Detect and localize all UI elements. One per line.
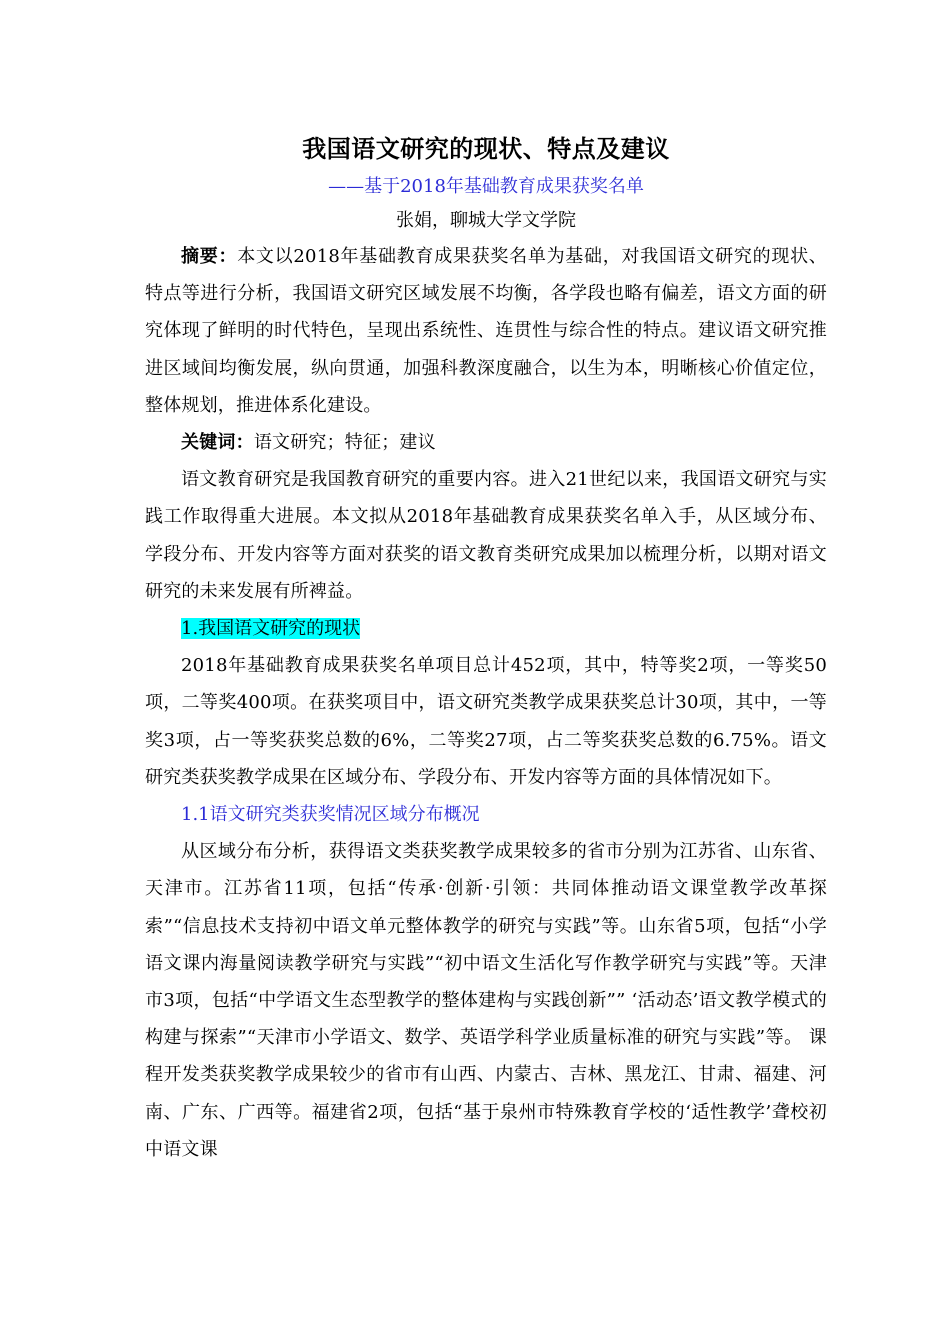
keywords-label: 关键词： [181,432,254,454]
keywords-paragraph [145,424,827,461]
section-1-heading-text: 1.我国语文研究的现状 [181,618,361,640]
section-1-heading [145,610,827,647]
section-1-paragraph: 2018年基础教育成果获奖名单项目总计452项，其中，特等奖2项，一等奖50项，二等奖400项。在获奖项目中，语文研究类教学成果获奖总计30项，其中，一等奖3项，占一等奖获奖总数的6%，二等奖27项，占二等奖获奖总数的6.75%。语文研究类获奖教学成果在区域分布、学段分布、开发内容等方面的具体情况如下。 [145,655,827,788]
section-1-1-paragraph: 从区域分布分析，获得语文类获奖教学成果较多的省市分别为江苏省、山东省、天津市。江苏省11项，包括“传承·创新·引领：共同体推动语文课堂教学改革探索”“信息技术支持初中语文单元整体教学的研究与实践”等。山东省5项，包括“小学语文课内海量阅读教学研究与实践”“初中语文生活化写作教学研究与实践”等。天津市3项，包括“中学语文生态型教学的整体建构与实践创新”” ‘活动态’语文教学模式的构建与探索”“天津市小学语文、数学、英语学科学业质量标准的研究与实践”等。 课程开发类获奖教学成果较少的省市有山西、内蒙古、吉林、黑龙江、甘肃、福建、河南、广东、广西等。福建省2项，包括“基于泉州市特殊教育学校的‘适性教学’聋校初中语文课 [145,841,827,1160]
document-page [145,128,827,1168]
abstract-paragraph [145,238,827,424]
abstract-label: 摘要： [181,246,238,267]
paper-title: 我国语文研究的现状、特点及建议 [302,135,670,163]
section-1-1-heading: 1.1语文研究类获奖情况区域分布概况 [181,804,480,826]
author-line: 张娟，聊城大学文学院 [396,210,576,231]
keywords-text: 语文研究；特征；建议 [253,432,436,454]
abstract-text: 本文以2018年基础教育成果获奖名单为基础，对我国语文研究的现状、特点等进行分析，我国语文研究区域发展不均衡，各学段也略有偏差，语文方面的研究体现了鲜明的时代特色，呈现出系统性、连贯性与综合性的特点。建议语文研究推进区域间均衡发展，纵向贯通，加强科教深度融合，以生为本，明晰核心价值定位，整体规划，推进体系化建设。 [145,246,828,416]
intro-paragraph: 语文教育研究是我国教育研究的重要内容。进入21世纪以来，我国语文研究与实践工作取得重大进展。本文拟从2018年基础教育成果获奖名单入手，从区域分布、学段分布、开发内容等方面对获奖的语文教育类研究成果加以梳理分析，以期对语文研究的未来发展有所裨益。 [145,469,827,602]
paper-subtitle: ——基于2018年基础教育成果获奖名单 [328,176,644,197]
